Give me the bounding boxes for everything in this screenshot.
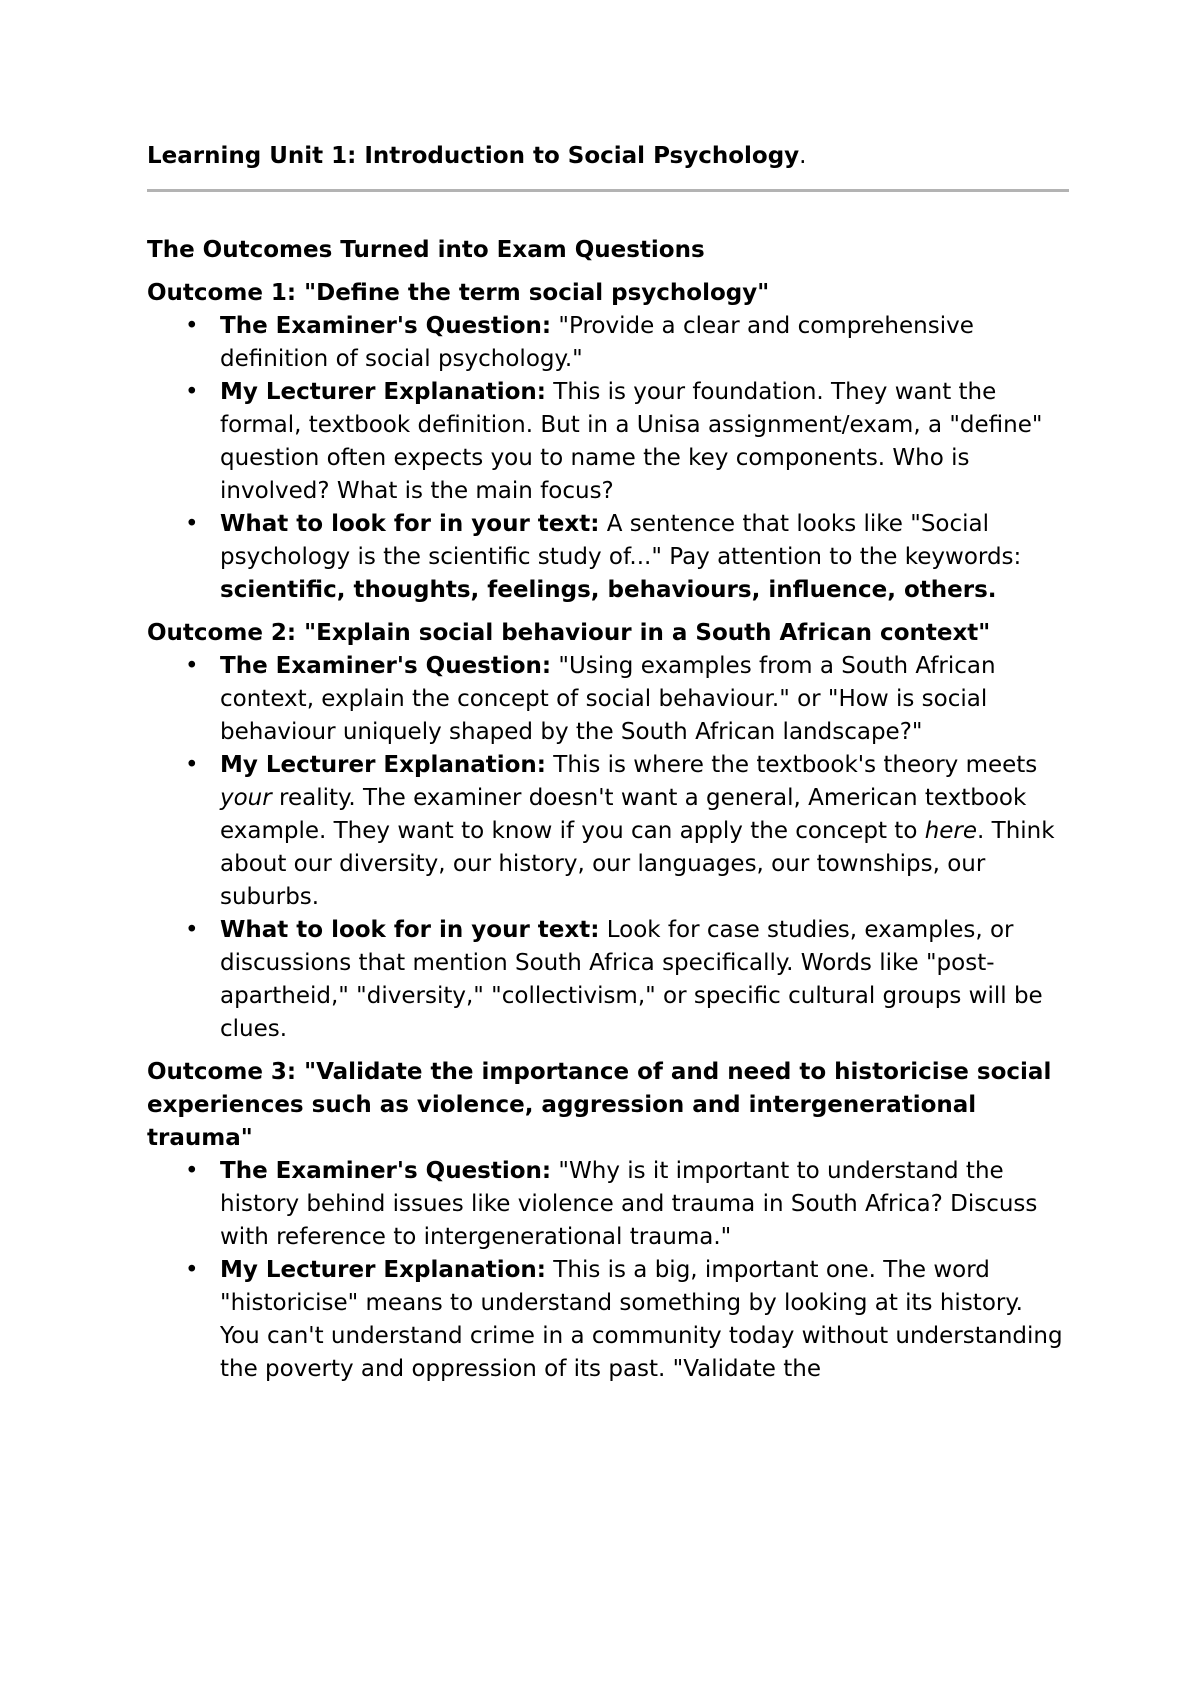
horizontal-rule [147, 189, 1069, 192]
item-text: reality. The examiner doesn't want a general, American textbook example. They want to know if you can apply the concept to [220, 785, 1027, 844]
outcome-2-list [147, 650, 1069, 1046]
bullet-icon: • [185, 1257, 199, 1283]
list-item [185, 650, 1069, 749]
list-item [185, 749, 1069, 914]
document-page [147, 140, 1069, 1386]
bullet-icon: • [185, 752, 199, 778]
document-title-period: . [799, 143, 807, 169]
item-text: "Provide a clear and comprehensive definition of social psychology." [220, 313, 974, 372]
outcome-3-list [147, 1155, 1069, 1386]
item-label: My Lecturer Explanation: [220, 379, 546, 405]
document-title [147, 140, 1069, 173]
item-label: What to look for in your text: [220, 917, 600, 943]
outcome-2-heading: Outcome 2: "Explain social behaviour in a South African context" [147, 620, 991, 646]
list-item [185, 376, 1069, 508]
item-emphasis: here [924, 818, 978, 844]
item-text: This is where the textbook's theory meets [546, 752, 1038, 778]
item-text: Look for case studies, examples, or discussions that mention South Africa specifically. Words like "post-apartheid," "diversity," "collectivism," or specific cultural groups will be clues. [220, 917, 1043, 1042]
item-label: The Examiner's Question: [220, 313, 552, 339]
bullet-icon: • [185, 653, 199, 679]
bullet-icon: • [185, 1158, 199, 1184]
item-label: My Lecturer Explanation: [220, 1257, 546, 1283]
list-item [185, 914, 1069, 1046]
list-item [185, 508, 1069, 607]
bullet-icon: • [185, 379, 199, 405]
document-title-text: Learning Unit 1: Introduction to Social Psychology [147, 143, 800, 169]
outcome-3-heading: Outcome 3: "Validate the importance of and need to historicise social experiences such as violence, aggression and intergenerational trauma" [147, 1059, 1052, 1151]
outcome-1-heading: Outcome 1: "Define the term social psychology" [147, 280, 770, 306]
item-label: What to look for in your text: [220, 511, 600, 537]
bullet-icon: • [185, 511, 199, 537]
bullet-icon: • [185, 917, 199, 943]
item-label: The Examiner's Question: [220, 1158, 552, 1184]
outcome-1-list [147, 310, 1069, 607]
list-item [185, 1254, 1069, 1386]
item-keywords: scientific, thoughts, feelings, behaviours, influence, others. [220, 577, 997, 603]
list-item [185, 310, 1069, 376]
item-label: My Lecturer Explanation: [220, 752, 546, 778]
section-title: The Outcomes Turned into Exam Questions [147, 237, 705, 263]
item-emphasis: your [220, 785, 272, 811]
item-text: "Why is it important to understand the history behind issues like violence and trauma in South Africa? Discuss with reference to intergenerational trauma." [220, 1158, 1038, 1250]
bullet-icon: • [185, 313, 199, 339]
item-text: A sentence that looks like "Social psychology is the scientific study of..." Pay attention to the keywords: [220, 511, 1022, 570]
item-label: The Examiner's Question: [220, 653, 552, 679]
item-text: This is your foundation. They want the formal, textbook definition. But in a Unisa assignment/exam, a "define" question often expects you to name the key components. Who is involved? What is the main focus? [220, 379, 1043, 504]
item-text: This is a big, important one. The word "historicise" means to understand something by looking at its history. You can't understand crime in a community today without understanding the poverty and oppression of its past. "Validate the [220, 1257, 1063, 1382]
list-item [185, 1155, 1069, 1254]
item-text: "Using examples from a South African context, explain the concept of social behaviour." or "How is social behaviour uniquely shaped by the South African landscape?" [220, 653, 996, 745]
item-text: . Think about our diversity, our history, our languages, our townships, our suburbs. [220, 818, 1055, 910]
